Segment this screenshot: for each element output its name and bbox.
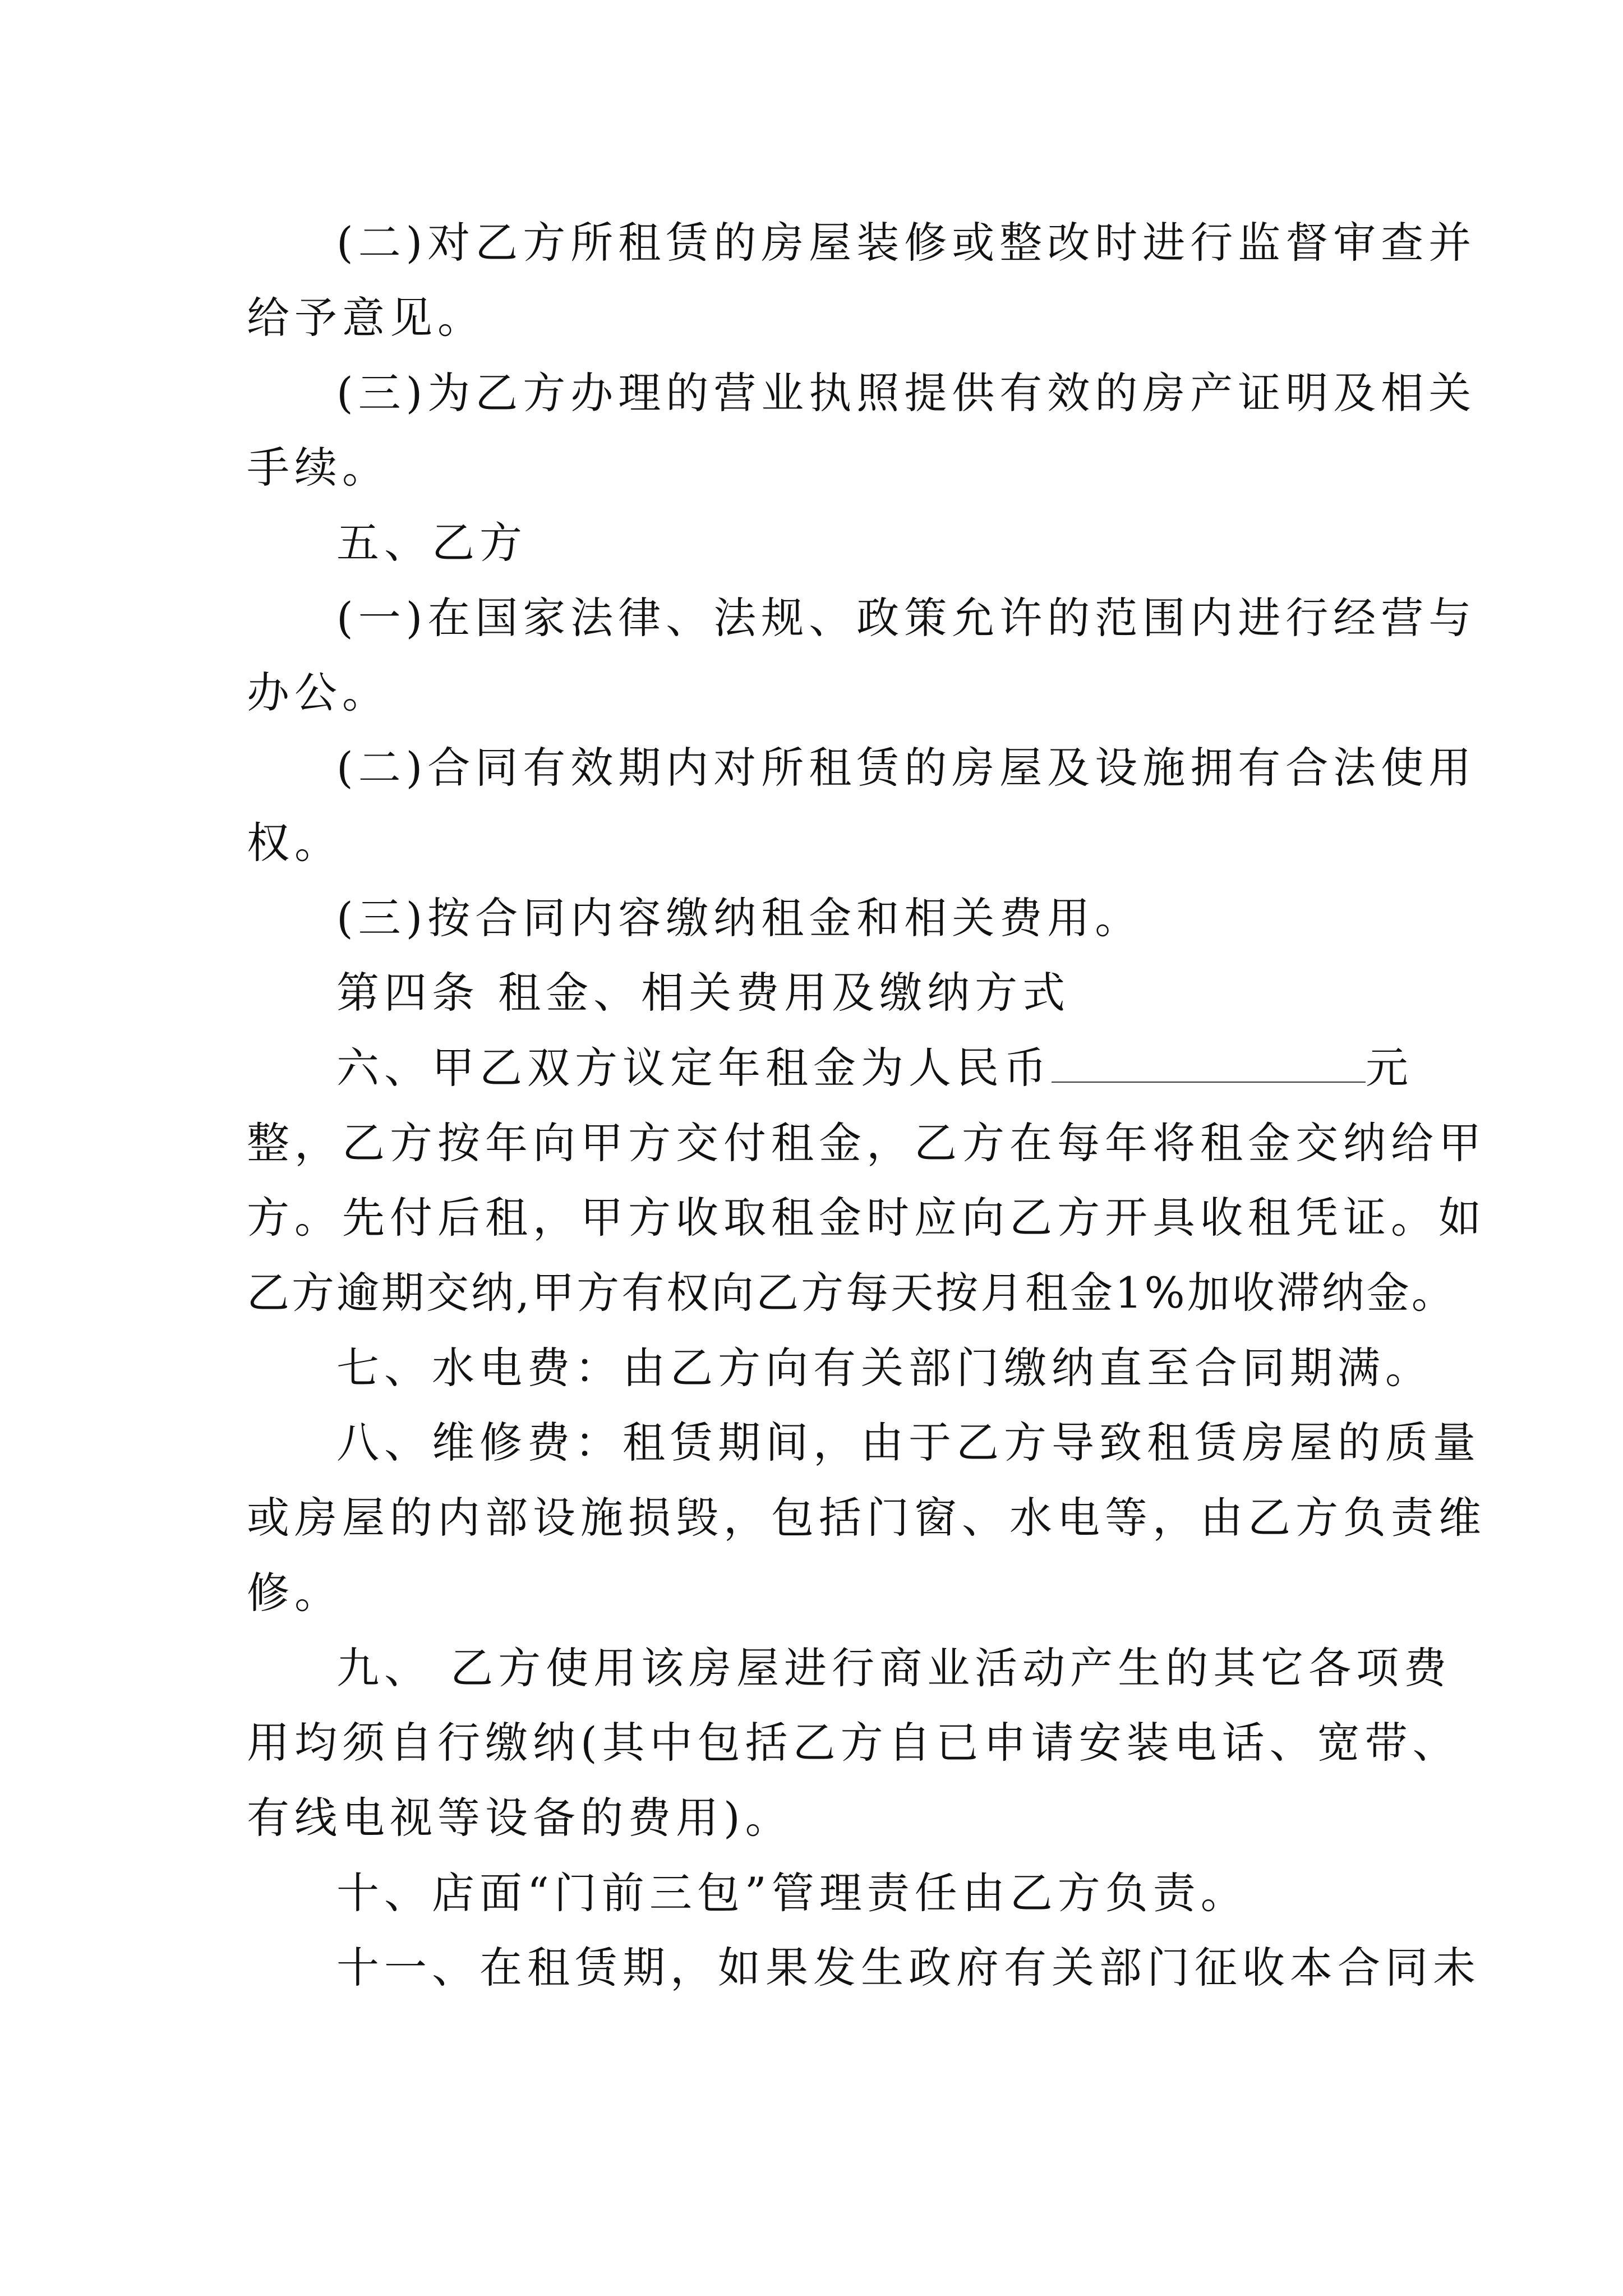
amount-blank bbox=[1052, 1042, 1366, 1083]
text-line: 用均须自行缴纳(其中包括乙方自已申请安装电话、宽带、 bbox=[247, 1718, 1460, 1768]
text-line: (三)按合同内容缴纳租金和相关费用。 bbox=[336, 893, 1143, 943]
text-line: 乙方逾期交纳,甲方有权向乙方每天按月租金1%加收滞纳金。 bbox=[247, 1268, 1456, 1318]
text-fragment: 六、甲乙双方议定年租金为人民币 bbox=[336, 1043, 1052, 1093]
text-line: 或房屋的内部设施损毁，包括门窗、水电等，由乙方负责维 bbox=[247, 1493, 1486, 1543]
text-line: 八、维修费：租赁期间，由于乙方导致租赁房屋的质量 bbox=[336, 1418, 1481, 1467]
text-line: (三)为乙方办理的营业执照提供有效的房产证明及相关 bbox=[336, 368, 1477, 418]
text-line: 七、水电费：由乙方向有关部门缴纳直至合同期满。 bbox=[336, 1343, 1433, 1393]
text-line: 十、店面“门前三包”管理责任由乙方负责。 bbox=[336, 1868, 1248, 1918]
text-line: 十一、在租赁期，如果发生政府有关部门征收本合同未 bbox=[336, 1943, 1481, 1993]
text-line: (一)在国家法律、法规、政策允许的范围内进行经营与 bbox=[336, 593, 1477, 643]
text-line: 给予意见。 bbox=[247, 293, 485, 343]
section-heading: 五、乙方 bbox=[336, 518, 527, 568]
text-line: 修。 bbox=[247, 1568, 342, 1618]
text-line: 手续。 bbox=[247, 443, 390, 493]
text-line: (二)合同有效期内对所租赁的房屋及设施拥有合法使用 bbox=[336, 743, 1477, 793]
text-line: 权。 bbox=[247, 818, 342, 868]
article-heading: 第四条 租金、相关费用及缴纳方式 bbox=[336, 968, 1071, 1018]
text-line: 办公。 bbox=[247, 668, 390, 717]
rent-amount-line bbox=[336, 1029, 1413, 1107]
text-line: 整，乙方按年向甲方交付租金，乙方在每年将租金交纳给甲 bbox=[247, 1118, 1486, 1168]
text-line: (二)对乙方所租赁的房屋装修或整改时进行监督审查并 bbox=[336, 218, 1477, 268]
text-line: 有线电视等设备的费用)。 bbox=[247, 1793, 793, 1843]
text-fragment: 元 bbox=[1366, 1043, 1413, 1093]
text-line: 九、 乙方使用该房屋进行商业活动产生的其它各项费 bbox=[336, 1643, 1452, 1693]
text-line: 方。先付后租，甲方收取租金时应向乙方开具收租凭证。如 bbox=[247, 1193, 1486, 1243]
